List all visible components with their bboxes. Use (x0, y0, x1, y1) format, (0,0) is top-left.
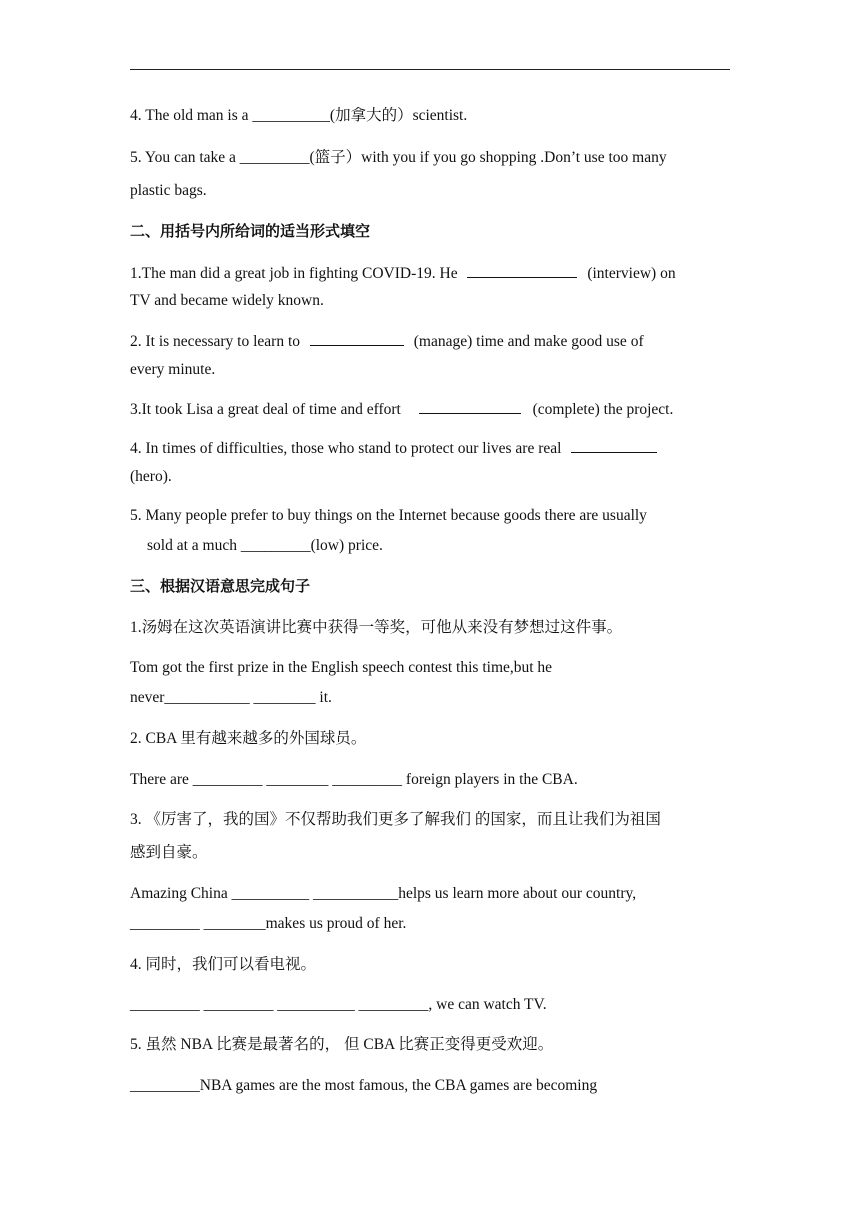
s2-q3-line1 (130, 398, 730, 420)
s3-2-en: There are _________ ________ _________ foreign players in the CBA. (130, 771, 578, 788)
s2-q4-line2: (hero). (130, 468, 172, 485)
s2-q2-post: (manage) time and make good use of (409, 333, 644, 350)
s2-q4-pre: 4. In times of difficulties, those who stand to protect our lives are real (130, 440, 566, 457)
s3-3-cn1: 3. 《厉害了，我的国》不仅帮助我们更多了解我们 的国家，而且让我们为祖国 (130, 811, 661, 828)
s3-3-en2: _________ ________makes us proud of her. (130, 915, 407, 932)
s2-q5-line1: 5. Many people prefer to buy things on the Internet because goods there are usually (130, 507, 647, 524)
s2-q1-line1 (130, 262, 730, 284)
s2-q2-line2: every minute. (130, 361, 216, 378)
p1-q5-line1: 5. You can take a _________(篮子）with you if you go shopping .Don’t use too many (130, 149, 667, 166)
s3-4-en: _________ _________ __________ _________, we can watch TV. (130, 996, 547, 1013)
s3-4-cn: 4. 同时，我们可以看电视。 (130, 956, 317, 973)
s2-q1-post: (interview) on (583, 265, 676, 282)
answer-blank[interactable] (467, 262, 577, 278)
s3-1-en1: Tom got the first prize in the English speech contest this time,but he (130, 659, 553, 676)
s3-5-en: _________NBA games are the most famous, the CBA games are becoming (130, 1077, 598, 1094)
s2-q2-line1 (130, 330, 730, 352)
s3-3-cn2: 感到自豪。 (130, 844, 208, 861)
s2-q1-pre: 1.The man did a great job in fighting COVID-19. He (130, 265, 462, 282)
p1-q4: 4. The old man is a __________(加拿大的）scientist. (130, 107, 468, 124)
answer-blank[interactable] (571, 437, 657, 453)
s3-3-en1: Amazing China __________ ___________helps us learn more about our country, (130, 885, 637, 902)
p1-q5-line2: plastic bags. (130, 182, 207, 199)
s3-1-cn: 1.汤姆在这次英语演讲比赛中获得一等奖，可他从来没有梦想过这件事。 (130, 619, 623, 636)
header-rule (130, 69, 730, 70)
s3-1-en2: never___________ ________ it. (130, 689, 332, 706)
s2-q4-line1 (130, 437, 730, 459)
s3-5-cn: 5. 虽然 NBA 比赛是最著名的， 但 CBA 比赛正变得更受欢迎。 (130, 1036, 554, 1053)
answer-blank[interactable] (419, 398, 521, 414)
s2-q3-post: (complete) the project. (528, 401, 674, 418)
s2-q3-pre: 3.It took Lisa a great deal of time and effort (130, 401, 405, 418)
s2-q1-line2: TV and became widely known. (130, 292, 324, 309)
section3-title: 三、根据汉语意思完成句子 (130, 577, 311, 595)
s3-2-cn: 2. CBA 里有越来越多的外国球员。 (130, 730, 367, 747)
section2-title: 二、用括号内所给词的适当形式填空 (130, 222, 371, 240)
s2-q2-pre: 2. It is necessary to learn to (130, 333, 304, 350)
s2-q5-line2: sold at a much _________(low) price. (147, 537, 383, 554)
answer-blank[interactable] (310, 330, 404, 346)
